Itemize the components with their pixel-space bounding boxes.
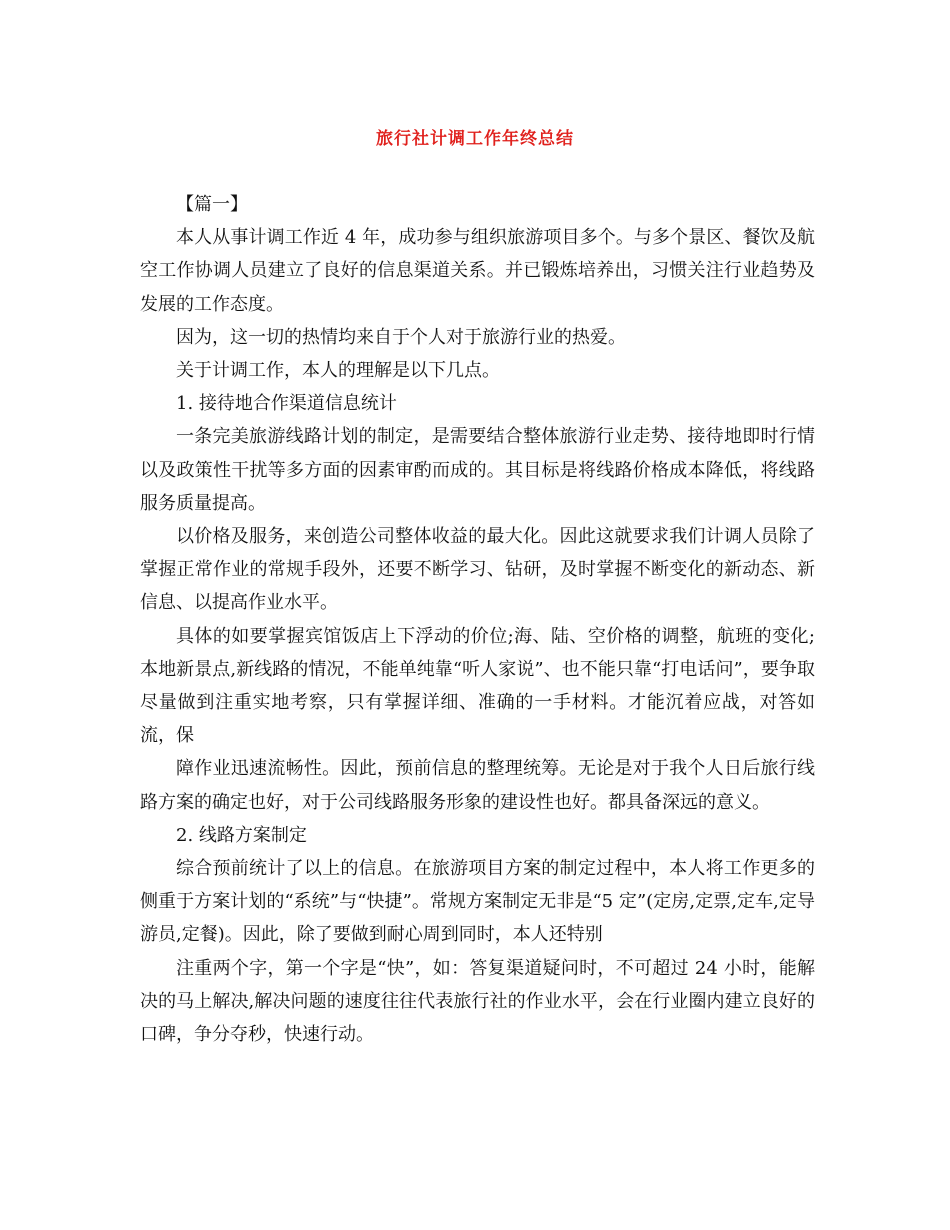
paragraph: 一条完美旅游线路计划的制定，是需要结合整体旅游行业走势、接待地即时行情以及政策性干扰等多方面的因素审酌而成的。其目标是将线路价格成本降低，将线路服务质量提高。 xyxy=(140,426,815,514)
paragraph: 综合预前统计了以上的信息。在旅游项目方案的制定过程中，本人将工作更多的侧重于方案计划的“系统”与“快捷”。常规方案制定无非是“5 定”(定房,定票,定车,定导游员,定餐)。因此，除了要做到耐心周到同时，本人还特别 xyxy=(140,858,815,946)
numbered-heading: 1. 接待地合作渠道信息统计 xyxy=(176,393,397,415)
document-title: 旅行社计调工作年终总结 xyxy=(376,129,574,149)
paragraph: 具体的如要掌握宾馆饭店上下浮动的价位;海、陆、空价格的调整，航班的变化;本地新景点,新线路的情况，不能单纯靠“听人家说”、也不能只靠“打电话问”，要争取尽量做到注重实地考察，只有掌握详细、准确的一手材料。才能沉着应战，对答如流，保 xyxy=(140,625,815,747)
paragraph: 障作业迅速流畅性。因此，预前信息的整理统筹。无论是对于我个人日后旅行线路方案的确定也好，对于公司线路服务形象的建设性也好。都具备深远的意义。 xyxy=(140,758,815,813)
document-body xyxy=(140,188,815,1051)
numbered-heading: 2. 线路方案制定 xyxy=(176,824,307,846)
paragraph: 以价格及服务，来创造公司整体收益的最大化。因此这就要求我们计调人员除了掌握正常作业的常规手段外，还要不断学习、钻研，及时掌握不断变化的新动态、新信息、以提高作业水平。 xyxy=(140,526,815,614)
paragraph: 关于计调工作，本人的理解是以下几点。 xyxy=(176,360,500,382)
paragraph: 注重两个字，第一个字是“快”，如：答复渠道疑问时，不可超过 24 小时，能解决的马上解决,解决问题的速度往往代表旅行社的作业水平，会在行业圈内建立良好的口碑，争分夺秒，快速行动。 xyxy=(140,957,815,1046)
paragraph: 因为，这一切的热情均来自于个人对于旅游行业的热爱。 xyxy=(176,326,626,348)
section-heading: 【篇一】 xyxy=(176,194,248,215)
paragraph: 本人从事计调工作近 4 年，成功参与组织旅游项目多个。与多个景区、餐饮及航空工作协调人员建立了良好的信息渠道关系。并已锻炼培养出，习惯关注行业趋势及发展的工作态度。 xyxy=(140,227,815,315)
